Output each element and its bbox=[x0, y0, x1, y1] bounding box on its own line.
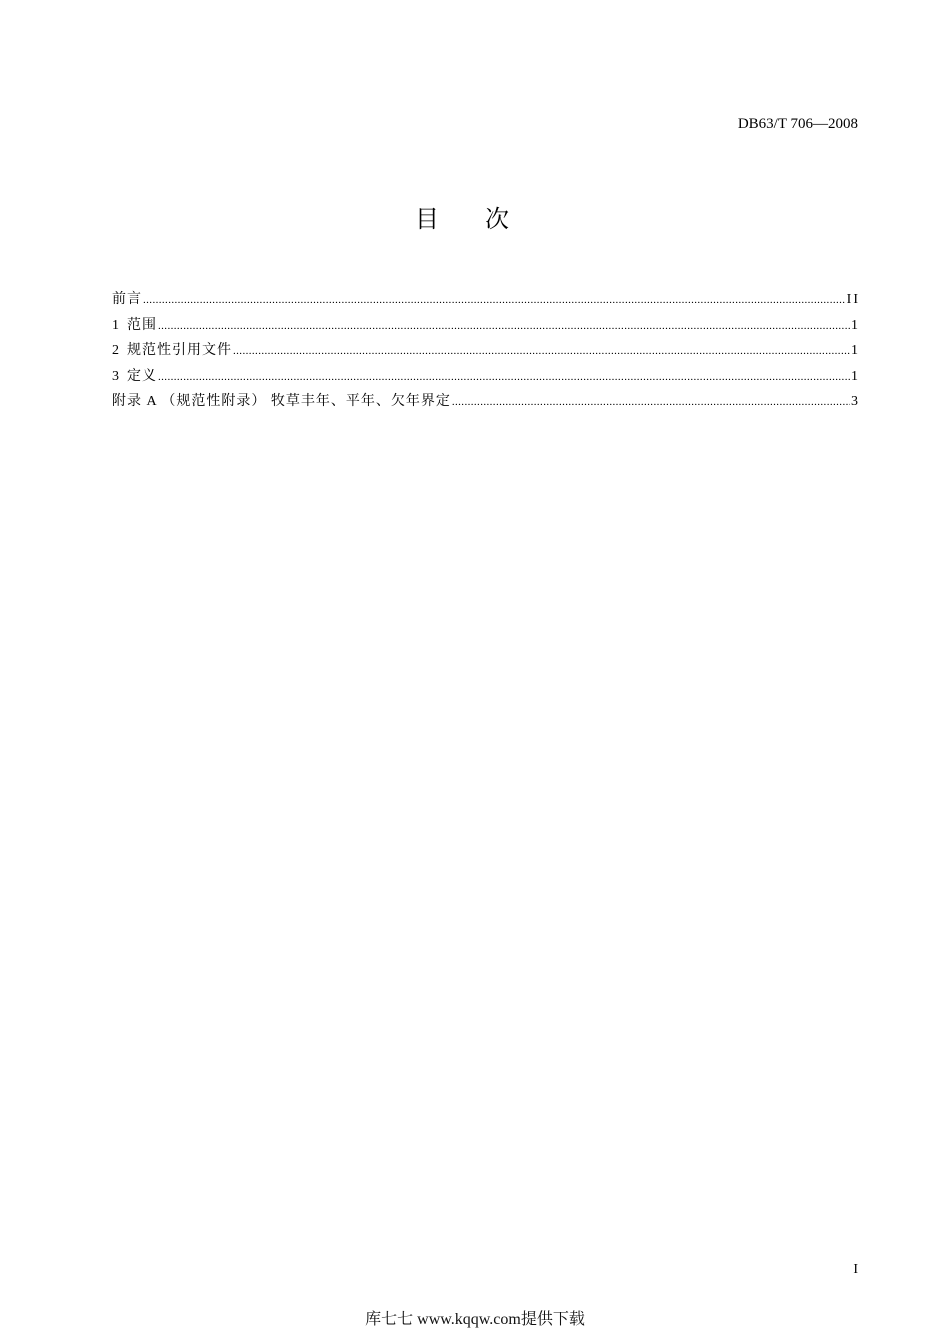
toc-entry-normative-references[interactable] bbox=[112, 340, 858, 366]
page-number: I bbox=[853, 1262, 858, 1277]
toc-entry-label: 定义 bbox=[127, 368, 157, 384]
download-source-note: 库七七 www.kqqw.com提供下载 bbox=[365, 1311, 585, 1328]
toc-entry-label: 附录 A （规范性附录） 牧草丰年、平年、欠年界定 bbox=[112, 394, 451, 409]
toc-entry-page: II bbox=[846, 292, 860, 307]
toc-dot-leader bbox=[452, 391, 850, 413]
toc-entry-label: 范围 bbox=[127, 317, 157, 333]
toc-dot-leader bbox=[158, 315, 850, 337]
toc-entry-foreword[interactable] bbox=[112, 289, 858, 315]
toc-entry-number: 3 bbox=[112, 368, 119, 384]
toc-entry-page: 1 bbox=[851, 368, 860, 384]
toc-dot-leader bbox=[233, 340, 850, 362]
toc-entry-page: 1 bbox=[851, 343, 860, 358]
toc-entry-number: 2 bbox=[112, 343, 119, 358]
table-of-contents bbox=[112, 289, 858, 417]
toc-dot-leader bbox=[143, 289, 846, 311]
toc-entry-label: 前言 bbox=[112, 292, 142, 307]
toc-entry-label: 规范性引用文件 bbox=[127, 343, 232, 358]
document-code: DB63/T 706—2008 bbox=[737, 116, 858, 132]
toc-entry-page: 1 bbox=[851, 317, 860, 333]
toc-entry-definitions[interactable] bbox=[112, 366, 858, 392]
toc-dot-leader bbox=[158, 366, 850, 388]
toc-entry-page: 3 bbox=[851, 394, 860, 409]
toc-entry-number: 1 bbox=[112, 317, 119, 333]
toc-entry-appendix-a[interactable] bbox=[112, 391, 858, 417]
toc-title: 目次 bbox=[415, 205, 555, 233]
toc-entry-scope[interactable] bbox=[112, 315, 858, 341]
